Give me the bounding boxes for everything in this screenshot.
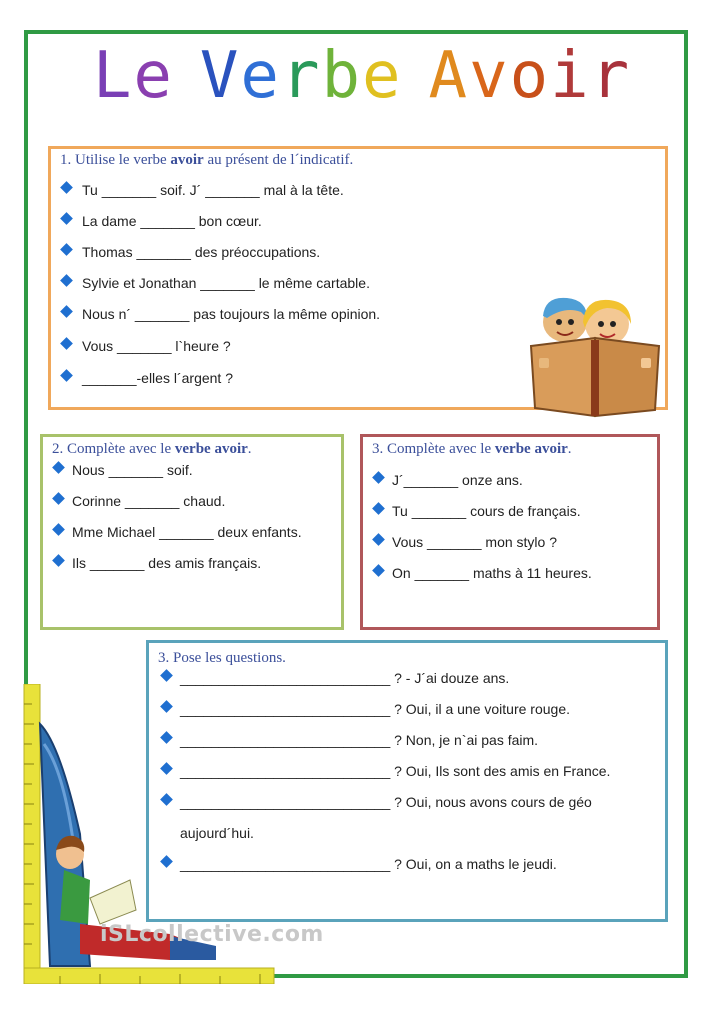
exercise-2-item: Ils _______ des amis français. — [72, 555, 262, 571]
exercise-1-item: Thomas _______ des préoccupations. — [82, 244, 321, 260]
exercise-4-item-continuation: aujourd´hui. — [180, 825, 254, 841]
exercise-1-item: Vous _______ l`heure ? — [82, 338, 231, 354]
title-letter: L — [92, 39, 134, 113]
exercise-3-item: J´_______ onze ans. — [392, 472, 523, 488]
exercise-4-item: ___________________________ ? - J´ai douze ans. — [180, 670, 510, 686]
title-letter: i — [550, 39, 591, 113]
exercise-4-item: ___________________________ ? Oui, il a une voiture rouge. — [180, 701, 570, 717]
title-letter: r — [280, 39, 322, 113]
exercise-1-heading: 1. Utilise le verbe avoir au présent de l´indicatif. — [60, 152, 354, 168]
exercise-3-box — [360, 434, 660, 630]
page-title — [0, 39, 724, 113]
exercise-1-item: _______-elles l´argent ? — [82, 370, 233, 386]
exercise-3-item: Tu _______ cours de français. — [392, 503, 581, 519]
exercise-2-item: Corinne _______ chaud. — [72, 493, 226, 509]
exercise-4-item: ___________________________ ? Non, je n`ai pas faim. — [180, 732, 539, 748]
exercise-3-heading: 3. Complète avec le verbe avoir. — [372, 441, 572, 457]
exercise-1-item: La dame _______ bon cœur. — [82, 213, 262, 229]
exercise-3-item: On _______ maths à 11 heures. — [392, 565, 592, 581]
exercise-1-item: Sylvie et Jonathan _______ le même cartable. — [82, 275, 370, 291]
exercise-2-heading: 2. Complète avec le verbe avoir. — [52, 441, 252, 457]
title-letter: V — [199, 39, 241, 113]
kids-reading-book-illustration — [525, 288, 667, 420]
exercise-3-item: Vous _______ mon stylo ? — [392, 534, 558, 550]
title-letter: o — [509, 39, 551, 113]
exercise-1-item: Nous n´ _______ pas toujours la même opinion. — [82, 306, 381, 322]
exercise-4-heading: 3. Pose les questions. — [158, 650, 286, 666]
title-letter: e — [133, 39, 174, 113]
exercise-2-item: Mme Michael _______ deux enfants. — [72, 524, 302, 540]
exercise-4-item: ___________________________ ? Oui, on a maths le jeudi. — [180, 856, 557, 872]
title-letter: e — [362, 39, 403, 113]
title-letter: e — [240, 39, 281, 113]
title-letter: b — [321, 39, 362, 113]
exercise-4-item: ___________________________ ? Oui, nous avons cours de géo — [180, 794, 592, 810]
title-letter: r — [590, 39, 632, 113]
title-letter: v — [469, 39, 510, 113]
title-letter: A — [428, 39, 470, 113]
exercise-1-item: Tu _______ soif. J´ _______ mal à la tête. — [82, 182, 344, 198]
exercise-4-item: ___________________________ ? Oui, Ils sont des amis en France. — [180, 763, 611, 779]
watermark: iSLcollective.com — [100, 922, 324, 947]
exercise-2-item: Nous _______ soif. — [72, 462, 193, 478]
